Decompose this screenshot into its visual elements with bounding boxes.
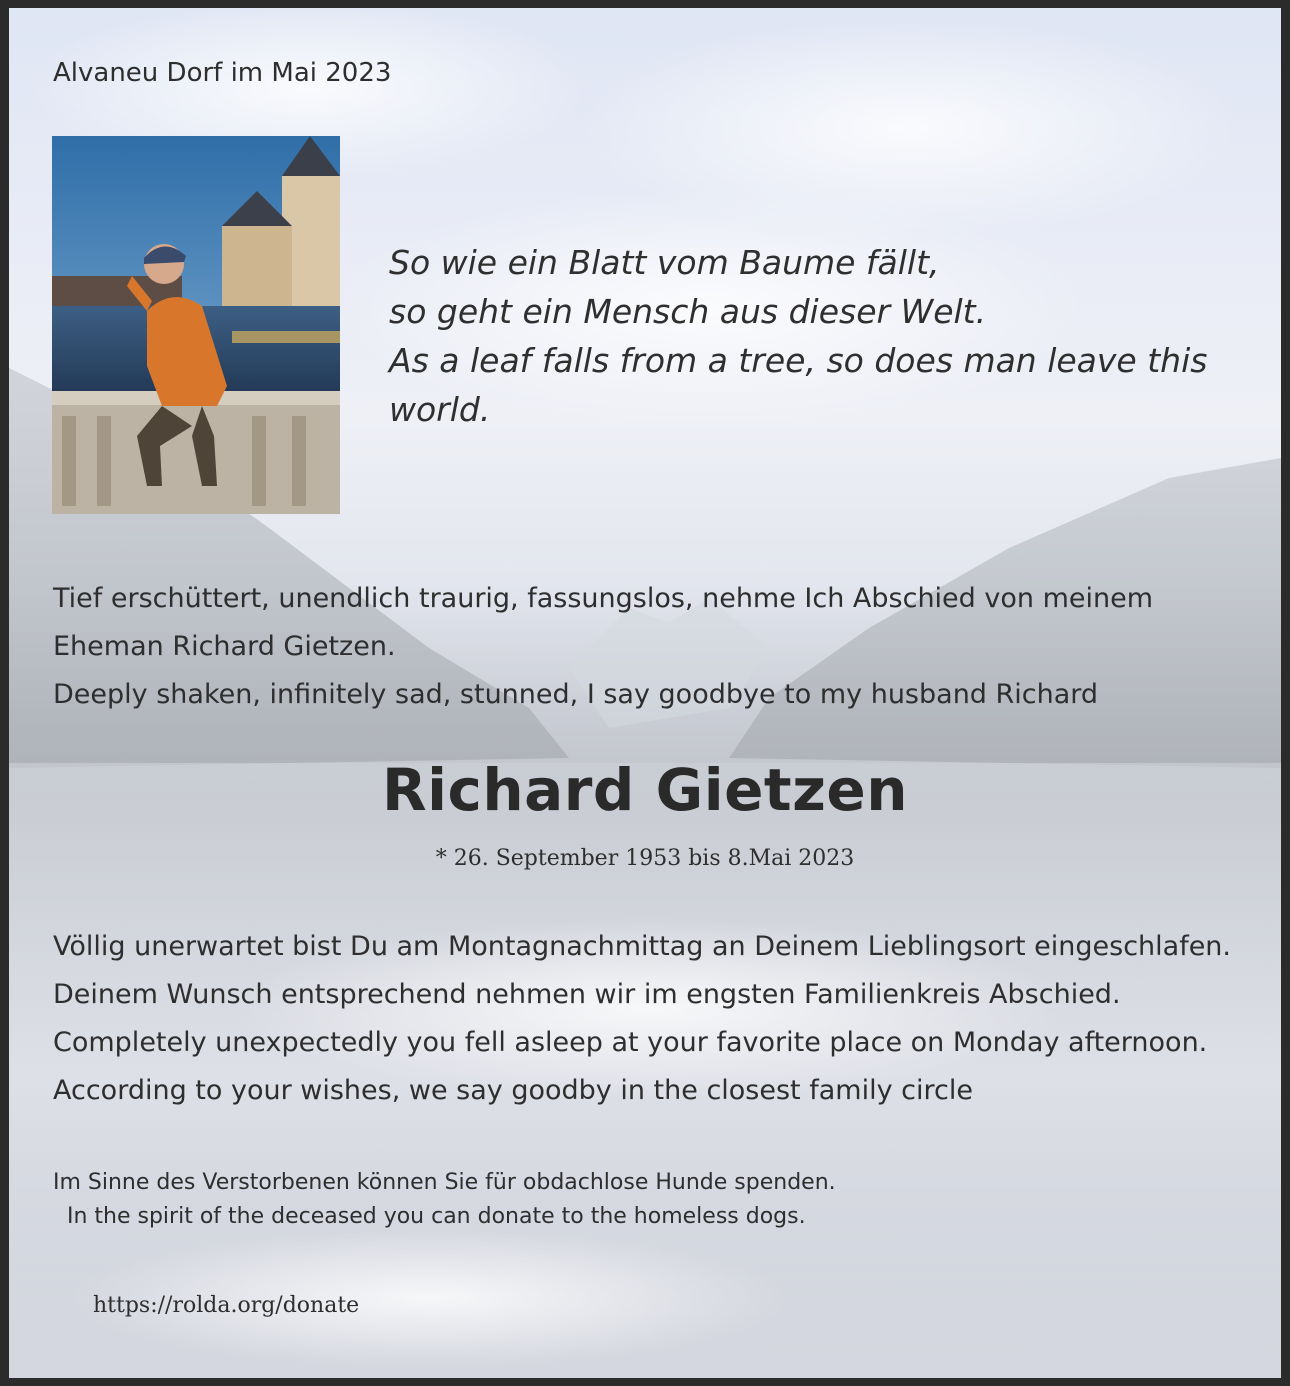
message-line: According to your wishes, we say goodby in the closest family circle (53, 1075, 973, 1106)
intro-line: Eheman Richard Gietzen. (53, 631, 396, 662)
place-date: Alvaneu Dorf im Mai 2023 (53, 58, 392, 88)
quote-line: world. (389, 390, 491, 429)
portrait-illustration (52, 136, 340, 514)
life-dates: * 26. September 1953 bis 8.Mai 2023 (435, 846, 855, 871)
message-text (53, 923, 1231, 1115)
message-line: Völlig unerwartet bist Du am Montagnachmittag an Deinem Lieblingsort eingeschlafen. (53, 931, 1232, 962)
donation-note (53, 1166, 836, 1234)
quote-line: As a leaf falls from a tree, so does man leave this (389, 341, 1208, 380)
message-line: Completely unexpectedly you fell asleep at your favorite place on Monday afternoon. (53, 1027, 1208, 1058)
donation-line: In the spirit of the deceased you can donate to the homeless dogs. (53, 1204, 806, 1229)
deceased-name: Richard Gietzen (381, 756, 909, 824)
portrait-photo (52, 136, 340, 514)
intro-line: Deeply shaken, infinitely sad, stunned, I say goodbye to my husband Richard (53, 679, 1099, 710)
donation-link[interactable]: https://rolda.org/donate (93, 1293, 360, 1318)
obituary-card (9, 8, 1281, 1378)
quote-line: So wie ein Blatt vom Baume fällt, (389, 243, 940, 282)
quote-line: so geht ein Mensch aus dieser Welt. (389, 292, 987, 331)
message-line: Deinem Wunsch entsprechend nehmen wir im engsten Familienkreis Abschied. (53, 979, 1121, 1010)
intro-line: Tief erschüttert, unendlich traurig, fassungslos, nehme Ich Abschied von meinem (53, 583, 1154, 614)
intro-text (53, 575, 1153, 719)
donation-line: Im Sinne des Verstorbenen können Sie für obdachlose Hunde spenden. (53, 1170, 836, 1195)
memorial-quote (389, 238, 1207, 434)
